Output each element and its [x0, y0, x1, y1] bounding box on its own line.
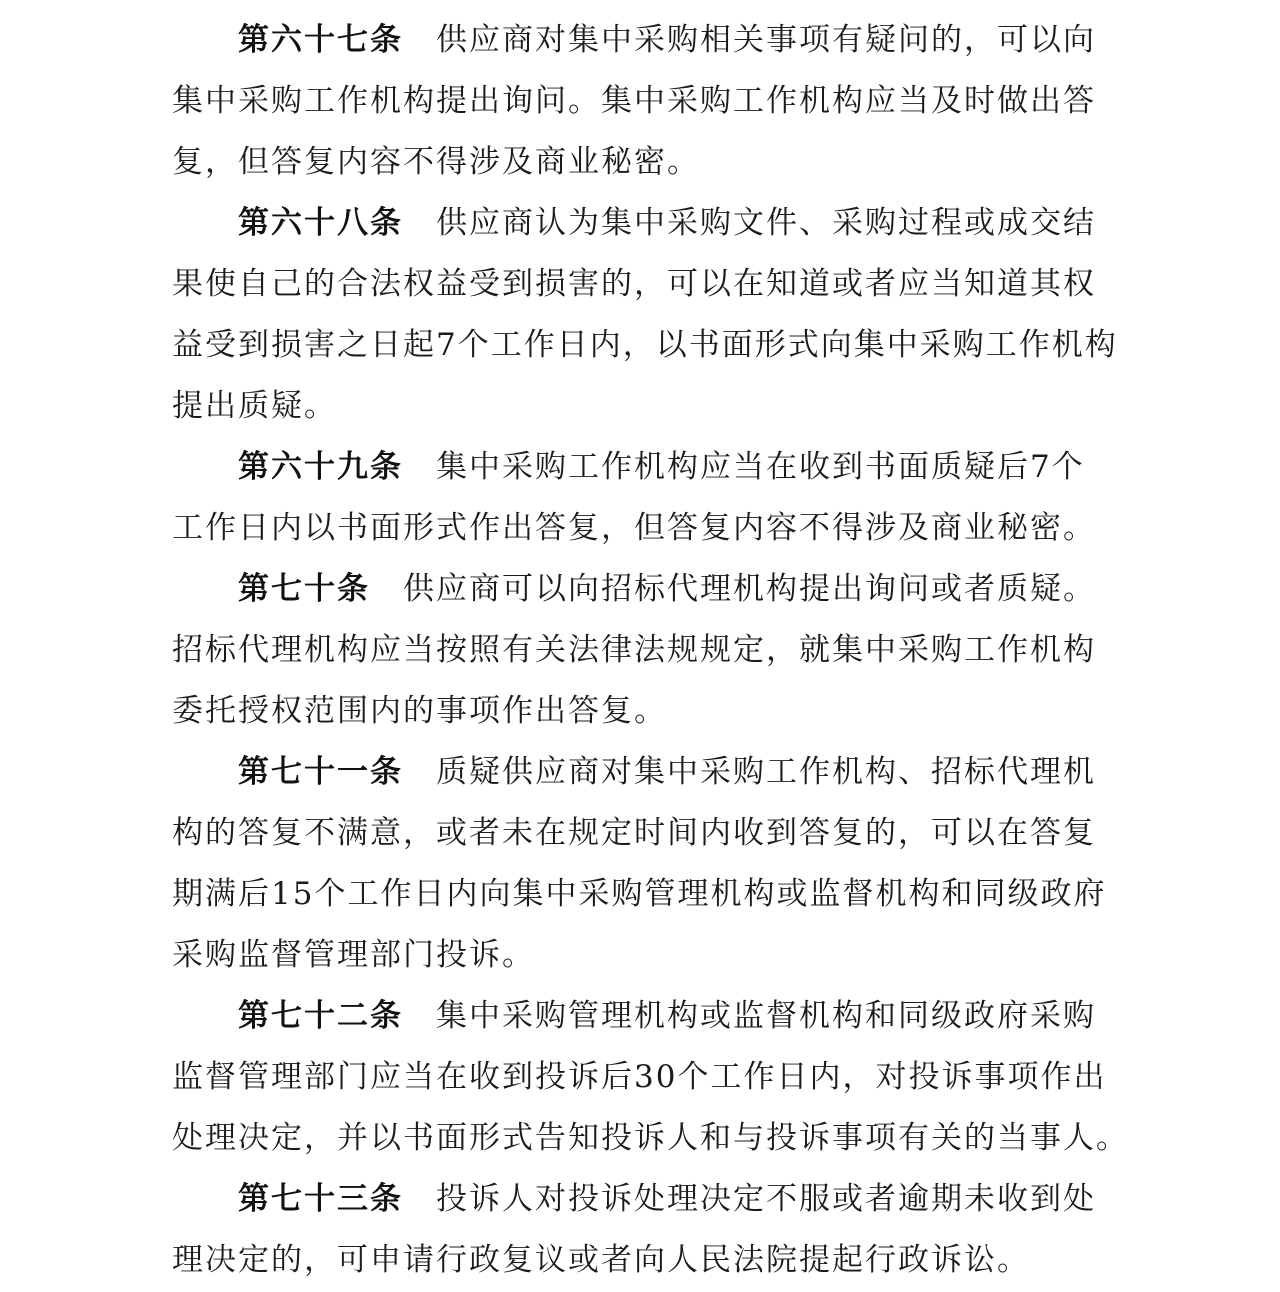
article-67 [172, 10, 1172, 193]
article-72 [172, 986, 1172, 1169]
article-first-line [172, 10, 1172, 71]
article-line: 采购监督管理部门投诉。 [172, 937, 535, 973]
article-line: 委托授权范围内的事项作出答复。 [172, 693, 667, 729]
article-70 [172, 559, 1172, 742]
article-text: 质疑供应商对集中采购工作机构、招标代理机 [436, 754, 1096, 790]
article-73 [172, 1169, 1172, 1291]
article-first-line [172, 193, 1172, 254]
article-68 [172, 193, 1172, 437]
article-line: 益受到损害之日起7个工作日内，以书面形式向集中采购工作机构 [172, 327, 1118, 363]
article-heading: 第七十条 [238, 571, 370, 607]
article-line: 招标代理机构应当按照有关法律法规规定，就集中采购工作机构 [172, 632, 1096, 668]
article-69 [172, 437, 1172, 559]
article-first-line [172, 437, 1172, 498]
document-body [172, 10, 1172, 1291]
article-line: 果使自己的合法权益受到损害的，可以在知道或者应当知道其权 [172, 266, 1096, 302]
article-first-line [172, 742, 1172, 803]
article-text: 供应商认为集中采购文件、采购过程或成交结 [436, 205, 1096, 241]
article-text: 集中采购管理机构或监督机构和同级政府采购 [436, 998, 1096, 1034]
article-text: 供应商可以向招标代理机构提出询问或者质疑。 [403, 571, 1096, 607]
article-first-line [172, 559, 1172, 620]
article-heading: 第七十三条 [238, 1181, 403, 1217]
article-line: 监督管理部门应当在收到投诉后30个工作日内，对投诉事项作出 [172, 1059, 1107, 1095]
article-heading: 第六十九条 [238, 449, 403, 485]
article-line: 提出质疑。 [172, 388, 337, 424]
article-heading: 第七十二条 [238, 998, 403, 1034]
article-first-line [172, 1169, 1172, 1230]
article-text: 供应商对集中采购相关事项有疑问的，可以向 [436, 22, 1096, 58]
article-line: 理决定的，可申请行政复议或者向人民法院提起行政诉讼。 [172, 1242, 1030, 1278]
article-line: 复，但答复内容不得涉及商业秘密。 [172, 144, 700, 180]
article-line: 处理决定，并以书面形式告知投诉人和与投诉事项有关的当事人。 [172, 1120, 1129, 1156]
article-line: 工作日内以书面形式作出答复，但答复内容不得涉及商业秘密。 [172, 510, 1096, 546]
article-first-line [172, 986, 1172, 1047]
article-text: 投诉人对投诉处理决定不服或者逾期未收到处 [436, 1181, 1096, 1217]
article-line: 期满后15个工作日内向集中采购管理机构或监督机构和同级政府 [172, 876, 1107, 912]
article-heading: 第六十七条 [238, 22, 403, 58]
article-heading: 第七十一条 [238, 754, 403, 790]
article-line: 构的答复不满意，或者未在规定时间内收到答复的，可以在答复 [172, 815, 1096, 851]
article-heading: 第六十八条 [238, 205, 403, 241]
article-text: 集中采购工作机构应当在收到书面质疑后7个 [436, 449, 1085, 485]
article-71 [172, 742, 1172, 986]
article-line: 集中采购工作机构提出询问。集中采购工作机构应当及时做出答 [172, 83, 1096, 119]
